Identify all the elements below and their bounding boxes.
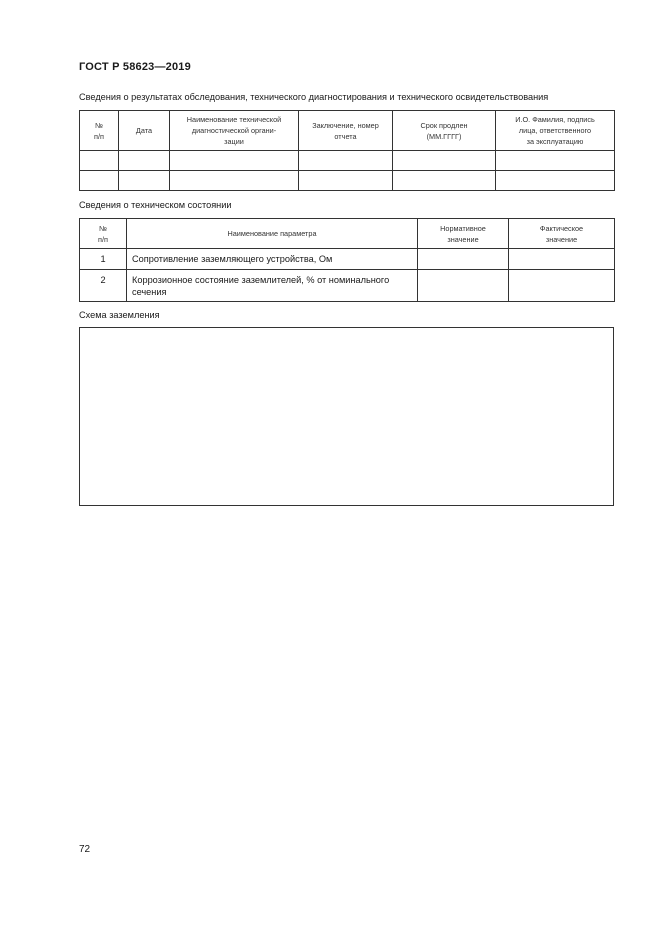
empty-cell[interactable] [80, 171, 119, 191]
document-code: ГОСТ Р 58623—2019 [79, 61, 191, 73]
empty-cell[interactable] [170, 151, 299, 171]
technical-state-table-header [80, 219, 615, 249]
section-title-grounding-scheme: Схема заземления [79, 310, 160, 320]
technical-state-table [79, 218, 615, 302]
parameter-name: Сопротивление заземляющего устройства, Ом [127, 249, 418, 270]
inspection-table [79, 110, 615, 191]
parameter-name: Коррозионное состояние заземлителей, % от номинального сечения [127, 270, 418, 302]
normative-value-cell[interactable] [418, 270, 509, 302]
inspection-table-header [80, 111, 615, 151]
empty-cell[interactable] [80, 151, 119, 171]
row-number: 2 [80, 270, 127, 302]
table-row [80, 171, 615, 191]
empty-cell[interactable] [496, 171, 615, 191]
col-header-actual-value: Фактическое значение [509, 219, 615, 249]
empty-cell[interactable] [170, 171, 299, 191]
grounding-scheme-box[interactable] [79, 327, 614, 506]
empty-cell[interactable] [393, 171, 496, 191]
col-header-organization: Наименование технической диагностической органи- зации [170, 111, 299, 151]
section-title-inspection: Сведения о результатах обследования, технического диагностирования и технического освидетельствования [79, 92, 549, 102]
empty-cell[interactable] [119, 171, 170, 191]
col-header-extended-until: Срок продлен (ММ.ГГГГ) [393, 111, 496, 151]
normative-value-cell[interactable] [418, 249, 509, 270]
actual-value-cell[interactable] [509, 249, 615, 270]
empty-cell[interactable] [119, 151, 170, 171]
col-header-conclusion: Заключение, номер отчета [299, 111, 393, 151]
col-header-normative-value: Нормативное значение [418, 219, 509, 249]
table-row [80, 151, 615, 171]
col-header-number: № п/п [80, 219, 127, 249]
table-row [80, 249, 615, 270]
col-header-parameter: Наименование параметра [127, 219, 418, 249]
section-title-technical-state: Сведения о техническом состоянии [79, 200, 232, 210]
empty-cell[interactable] [299, 171, 393, 191]
col-header-number: № п/п [80, 111, 119, 151]
col-header-date: Дата [119, 111, 170, 151]
empty-cell[interactable] [496, 151, 615, 171]
actual-value-cell[interactable] [509, 270, 615, 302]
empty-cell[interactable] [393, 151, 496, 171]
col-header-responsible: И.О. Фамилия, подпись лица, ответственного за эксплуатацию [496, 111, 615, 151]
row-number: 1 [80, 249, 127, 270]
page-number: 72 [79, 844, 91, 855]
table-row [80, 270, 615, 302]
empty-cell[interactable] [299, 151, 393, 171]
